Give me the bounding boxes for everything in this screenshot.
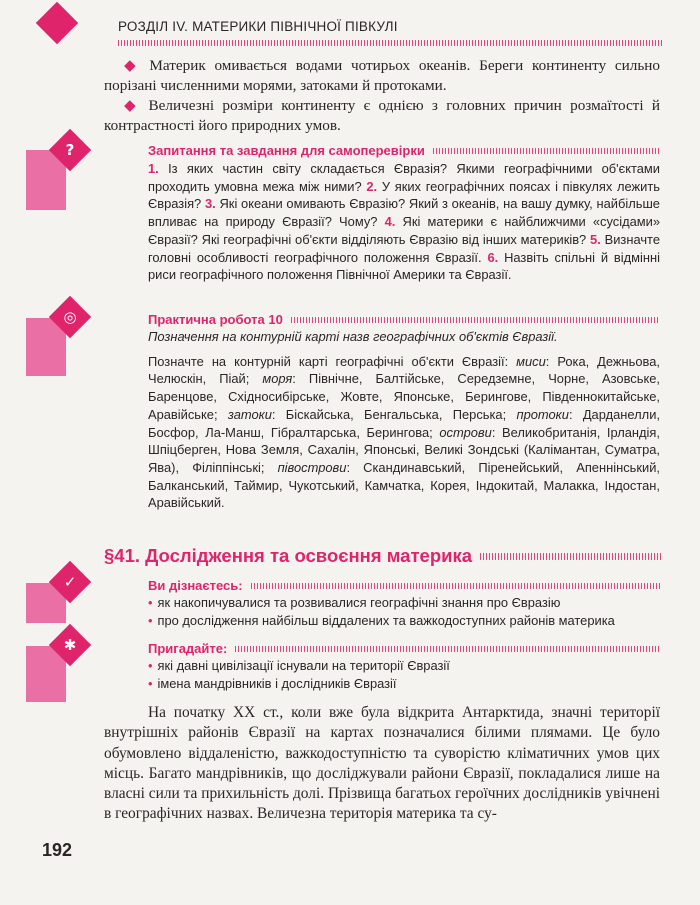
recall-item: • імена мандрівників і дослідників Євразії [148, 675, 397, 691]
questions-section [148, 143, 660, 284]
learn-heading: Ви дізнаєтесь: [148, 578, 243, 593]
question-item: 2. У яких географічних поясах і півкулях лежить Євразія? [148, 178, 660, 212]
question-item: 1. Із яких частин світу складається Євразія? Якими географічними об'єктами проходить умовна межа між ними? [148, 161, 660, 194]
recall-heading: Пригадайте: [148, 641, 228, 656]
intro-block [104, 56, 660, 136]
diamond-bullet-icon: ◆ [124, 97, 141, 114]
section-title-rule [480, 553, 662, 560]
question-item: 4. Які материки є найближчими «сусідами» Євразії? Які географічні об'єкти відділяють Євразію від інших материків? [148, 214, 660, 247]
learn-section [148, 578, 660, 629]
bullet-icon: • [148, 658, 153, 673]
bullet-icon: • [148, 675, 153, 691]
questions-rule [433, 148, 660, 154]
recall-item: • які давні цивілізації існували на території Євразії [148, 658, 450, 673]
question-item: 5. Визначте головні особливості географічного положення Євразії. [148, 231, 660, 265]
intro-bullet-1: ◆ Материк омивається водами чотирьох океанів. Береги континенту сильно порізані численними морями, затоками й протоками. [104, 57, 660, 94]
bullet-icon: • [148, 595, 153, 610]
learn-rule [251, 583, 660, 589]
recall-rule [235, 646, 660, 652]
chapter-title: РОЗДІЛ IV. МАТЕРИКИ ПІВНІЧНОЇ ПІВКУЛІ [118, 19, 398, 34]
header-diamond [36, 2, 78, 44]
practical-body: Позначте на контурній карті географічні об'єкти Євразії: миси: Рока, Дежньова, Челюскін, Піай; моря: Північне, Балтійське, Середземне, Чорне, Азовське, Баренцове, Східносибірське, Жовте, Японське, Берингове, Південнокитайське, Аравійське; затоки: Біскайська, Бенгальська, Перська; протоки: Дарданелли, Босфор, Ла-Манш, Гібралтарська, Берингова; острови: Великобританія, Ірландія, Шпіцберген, Нова Земля, Сахалін, Японські, Великі Зондські (Калімантан, Суматра, Ява), Філіппінські; півострови: Скандинавський, Піренейський, Апеннінський, Балканський, Таймир, Чукотський, Камчатка, Корея, Індокитай, Малакка, Індостан, Аравійський. [148, 353, 660, 511]
questions-body [148, 160, 660, 284]
question-item: 6. Назвіть спільні й відмінні риси географічного положення Північної Америки та Євразії. [148, 249, 660, 283]
target-icon: ◎ [63, 308, 77, 326]
learn-item: • про дослідження найбільш віддалених та важкодоступних районів материка [148, 612, 615, 628]
practical-subtitle: Позначення на контурній карті назв географічних об'єктів Євразії. [148, 329, 558, 344]
practical-section [148, 312, 660, 512]
practical-heading: Практична робота 10 [148, 312, 283, 327]
bullet-icon: • [148, 612, 153, 628]
diamond-bullet-icon: ◆ [124, 57, 141, 74]
header-rule [118, 40, 663, 46]
section-title: §41. Дослідження та освоєння материка [104, 545, 473, 566]
recall-section [148, 641, 660, 692]
checkmark-icon: ✓ [63, 573, 77, 591]
intro-bullet-2: ◆ Величезні розміри континенту є однією з головних причин розмаїтості й контрастності його природних умов. [104, 97, 660, 134]
section-title-row [104, 545, 662, 567]
questions-heading: Запитання та завдання для самоперевірки [148, 143, 425, 158]
page-number: 192 [42, 840, 73, 860]
lightbulb-icon: ✱ [63, 636, 77, 654]
body-paragraph: На початку XX ст., коли вже була відкрита Антарктида, значні території внутрішніх районів Євразії на картах позначалися білими плямами. Це було обумовлено віддаленістю, важкодоступністю та суворістю кліматичних умов цих місць. Багато мандрівників, що досліджували райони Євразії, покладалися лише на власні сили та прихильність долі. Прізвища багатьох героїчних дослідників увічнені в географічних назвах. Величезна територія материка та су- [104, 704, 660, 823]
question-icon: ? [65, 141, 75, 159]
practical-rule [291, 317, 660, 323]
question-item: 3. Які океани омивають Євразію? Який з океанів, на вашу думку, найбільше впливає на природу Євразії? Чому? [148, 196, 660, 230]
learn-item: • як накопичувалися та розвивалися географічні знання про Євразію [148, 595, 561, 610]
